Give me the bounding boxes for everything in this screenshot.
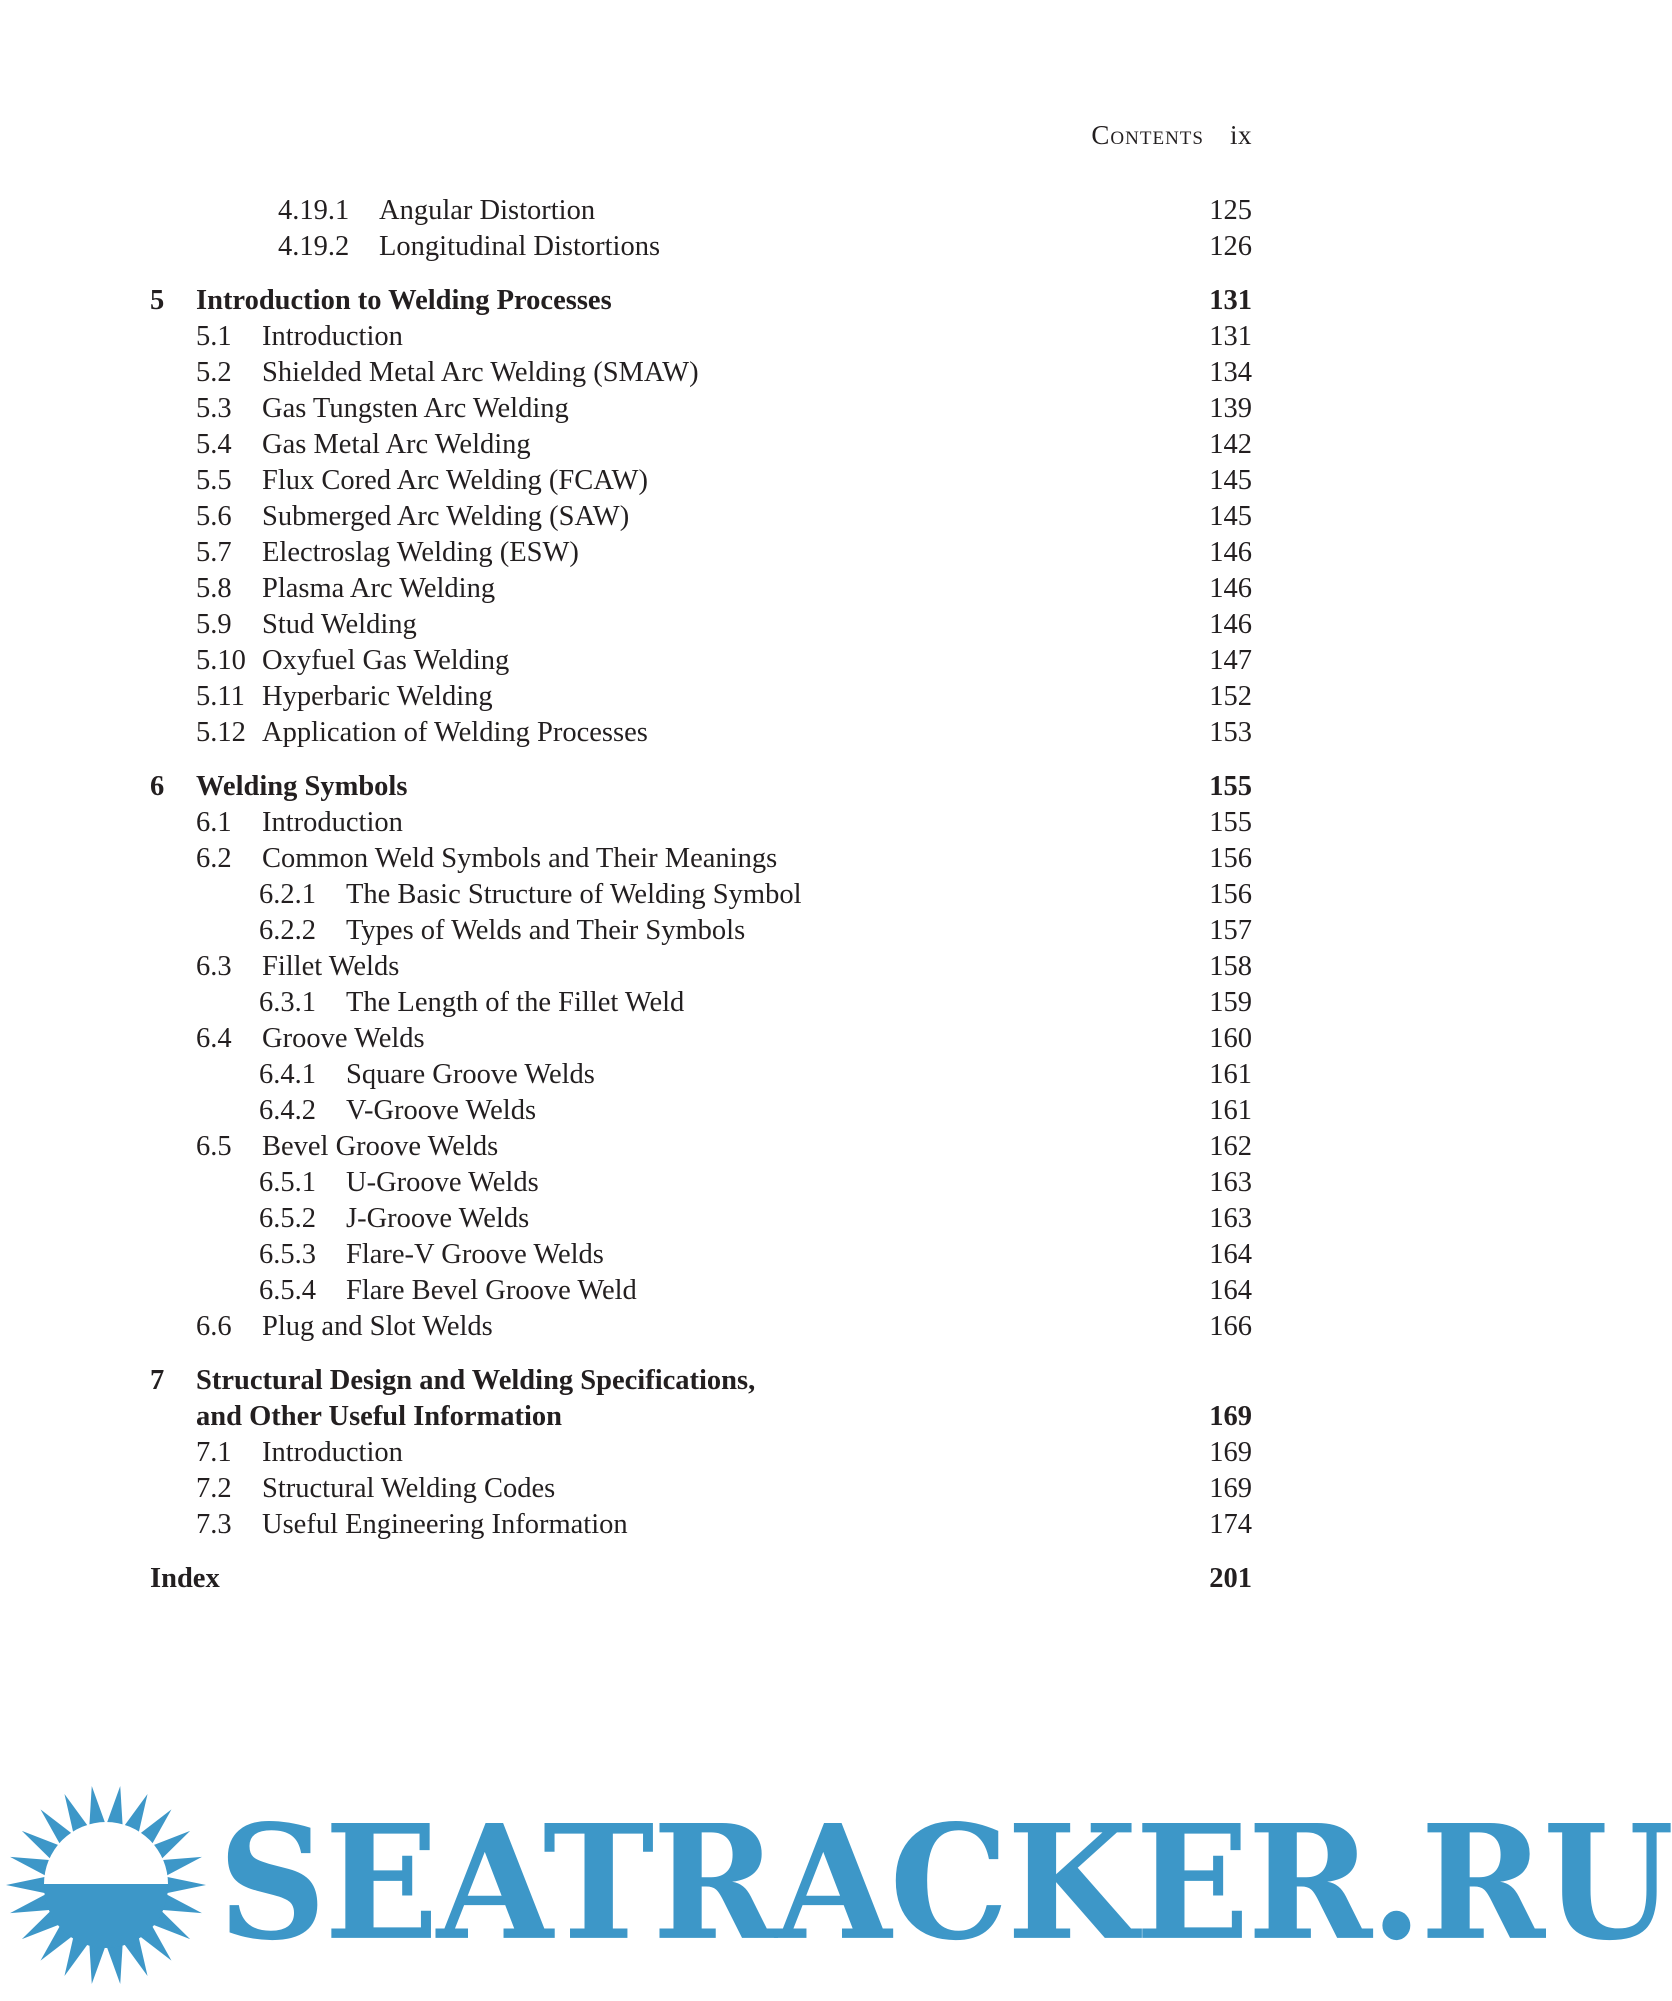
toc-entry-title: Introduction bbox=[262, 807, 403, 838]
toc-entry-title: Submerged Arc Welding (SAW) bbox=[262, 501, 630, 532]
toc-entry-page-number: 126 bbox=[1209, 231, 1252, 262]
toc-entry-title: Welding Symbols bbox=[196, 771, 408, 802]
toc-entry-title: Hyperbaric Welding bbox=[262, 681, 493, 712]
toc-entry-page-number: 164 bbox=[1209, 1239, 1252, 1270]
toc-entry-page-number: 160 bbox=[1209, 1023, 1252, 1054]
toc-entry[interactable] bbox=[150, 1273, 1252, 1309]
sun-ray bbox=[10, 1895, 49, 1913]
toc-entry-title: Electroslag Welding (ESW) bbox=[262, 537, 579, 568]
toc-entry-page-number: 146 bbox=[1209, 537, 1252, 568]
toc-entry-title: Flux Cored Arc Welding (FCAW) bbox=[262, 465, 648, 496]
toc-entry[interactable] bbox=[150, 607, 1252, 643]
toc-entry-page-number: 163 bbox=[1209, 1203, 1252, 1234]
toc-entry[interactable] bbox=[150, 193, 1252, 229]
toc-entry[interactable] bbox=[150, 571, 1252, 607]
toc-entry-page-number: 145 bbox=[1209, 465, 1252, 496]
toc-entry-number: 6.1 bbox=[196, 807, 232, 838]
toc-entry-title: Introduction bbox=[262, 1437, 403, 1468]
toc-entry-number: 6.3.1 bbox=[259, 987, 316, 1018]
toc-entry-number: 5.4 bbox=[196, 429, 232, 460]
toc-entry-title: Plasma Arc Welding bbox=[262, 573, 496, 604]
toc-entry-page-number: 161 bbox=[1209, 1059, 1252, 1090]
toc-entry-page-number: 156 bbox=[1209, 843, 1252, 874]
toc-entry-title: Stud Welding bbox=[262, 609, 417, 640]
toc-entry-page-number: 152 bbox=[1209, 681, 1252, 712]
toc-chapter-entry[interactable] bbox=[150, 1399, 1252, 1435]
toc-entry-page-number: 155 bbox=[1209, 771, 1252, 802]
toc-entry-page-number: 159 bbox=[1209, 987, 1252, 1018]
sun-ray bbox=[163, 1895, 202, 1913]
toc-entry-number: 5.1 bbox=[196, 321, 232, 352]
toc-entry-number: 6 bbox=[150, 771, 165, 802]
toc-entry-title: Introduction bbox=[262, 321, 403, 352]
toc-entry-number: 6.2.2 bbox=[259, 915, 316, 946]
toc-entry[interactable] bbox=[150, 229, 1252, 265]
toc-entry-number: 5.5 bbox=[196, 465, 232, 496]
toc-entry-page-number: 125 bbox=[1209, 195, 1252, 226]
toc-entry-title: Bevel Groove Welds bbox=[262, 1131, 499, 1162]
toc-entry-number: 6.5.4 bbox=[259, 1275, 316, 1306]
toc-entry-page-number: 166 bbox=[1209, 1311, 1252, 1342]
toc-entry-page-number: 169 bbox=[1209, 1401, 1252, 1432]
toc-entry-title: The Length of the Fillet Weld bbox=[346, 987, 685, 1018]
toc-entry-page-number: 145 bbox=[1209, 501, 1252, 532]
toc-entry-number: 5.6 bbox=[196, 501, 232, 532]
toc-entry-page-number: 169 bbox=[1209, 1473, 1252, 1504]
toc-entry-number: 6.4 bbox=[196, 1023, 232, 1054]
toc-entry[interactable] bbox=[150, 1471, 1252, 1507]
toc-entry-page-number: 139 bbox=[1209, 393, 1252, 424]
toc-entry-number: 5.7 bbox=[196, 537, 232, 568]
toc-entry-title: Gas Tungsten Arc Welding bbox=[262, 393, 569, 424]
toc-entry-number: 4.19.2 bbox=[278, 231, 350, 262]
toc-entry-page-number: 146 bbox=[1209, 609, 1252, 640]
toc-entry-number: 5.8 bbox=[196, 573, 232, 604]
toc-chapter-entry[interactable] bbox=[150, 769, 1252, 805]
toc-entry[interactable] bbox=[150, 355, 1252, 391]
toc-entry-number: 6.4.2 bbox=[259, 1095, 316, 1126]
toc-entry-number: 7.1 bbox=[196, 1437, 232, 1468]
toc-entry-number: 7.2 bbox=[196, 1473, 232, 1504]
toc-entry-number: 5.9 bbox=[196, 609, 232, 640]
toc-entry-page-number: 162 bbox=[1209, 1131, 1252, 1162]
toc-entry-page-number: 169 bbox=[1209, 1437, 1252, 1468]
toc-entry-page-number: 131 bbox=[1209, 285, 1252, 316]
sun-burst-icon bbox=[0, 1780, 220, 1980]
toc-entry-page-number: 157 bbox=[1209, 915, 1252, 946]
sun-ray bbox=[6, 1877, 45, 1893]
running-head-page-number: ix bbox=[1229, 120, 1252, 150]
toc-entry-title: Groove Welds bbox=[262, 1023, 425, 1054]
toc-entry-number: 5.10 bbox=[196, 645, 246, 676]
toc-entry-page-number: 155 bbox=[1209, 807, 1252, 838]
toc-chapter-entry[interactable] bbox=[150, 1363, 1252, 1399]
toc-entry[interactable] bbox=[150, 1507, 1252, 1543]
toc-entry-title: Structural Design and Welding Specifications, bbox=[196, 1365, 756, 1396]
toc-entry[interactable] bbox=[150, 715, 1252, 751]
toc-entry-number: 7.3 bbox=[196, 1509, 232, 1540]
toc-entry-page-number: 163 bbox=[1209, 1167, 1252, 1198]
toc-entry-page-number: 156 bbox=[1209, 879, 1252, 910]
toc-entry[interactable] bbox=[150, 1165, 1252, 1201]
toc-entry[interactable] bbox=[150, 913, 1252, 949]
toc-entry-title: Gas Metal Arc Welding bbox=[262, 429, 531, 460]
toc-entry[interactable] bbox=[150, 679, 1252, 715]
toc-entry-title: Introduction to Welding Processes bbox=[196, 285, 612, 316]
toc-entry-title: U-Groove Welds bbox=[346, 1167, 539, 1198]
toc-entry[interactable] bbox=[150, 1201, 1252, 1237]
toc-entry-number: 6.4.1 bbox=[259, 1059, 316, 1090]
watermark bbox=[0, 1780, 1672, 1980]
toc-entry-title: Longitudinal Distortions bbox=[379, 231, 661, 262]
toc-entry-page-number: 164 bbox=[1209, 1275, 1252, 1306]
toc-entry-title: Shielded Metal Arc Welding (SMAW) bbox=[262, 357, 699, 388]
toc-entry-title: V-Groove Welds bbox=[346, 1095, 537, 1126]
toc-entry-title: Flare Bevel Groove Weld bbox=[346, 1275, 637, 1306]
toc-entry-title: Plug and Slot Welds bbox=[262, 1311, 493, 1342]
toc-entry[interactable] bbox=[150, 949, 1252, 985]
toc-entry-number: 6.5.2 bbox=[259, 1203, 316, 1234]
sun-ray bbox=[163, 1857, 202, 1875]
toc-entry-page-number: 131 bbox=[1209, 321, 1252, 352]
toc-entry-title: Angular Distortion bbox=[379, 195, 596, 226]
toc-entry[interactable] bbox=[150, 535, 1252, 571]
sun-ray bbox=[107, 1786, 123, 1825]
sun-ray bbox=[167, 1877, 206, 1893]
toc-entry-number: 4.19.1 bbox=[278, 195, 350, 226]
toc-entry[interactable] bbox=[150, 1237, 1252, 1273]
toc-entry-number: 6.5.3 bbox=[259, 1239, 316, 1270]
toc-entry[interactable] bbox=[150, 1093, 1252, 1129]
toc-entry-number: 5.2 bbox=[196, 357, 232, 388]
toc-entry-number: 5.3 bbox=[196, 393, 232, 424]
toc-entry-number: 5 bbox=[150, 285, 165, 316]
toc-entry-number: 5.11 bbox=[196, 681, 245, 712]
toc-entry[interactable] bbox=[150, 985, 1252, 1021]
toc-entry-page-number: 147 bbox=[1209, 645, 1252, 676]
toc-entry[interactable] bbox=[150, 1129, 1252, 1165]
toc-entry-title: Index bbox=[150, 1563, 220, 1594]
toc-entry-page-number: 174 bbox=[1209, 1509, 1252, 1540]
sun-ray bbox=[10, 1857, 49, 1875]
toc-entry-number: 5.12 bbox=[196, 717, 246, 748]
toc-entry-page-number: 146 bbox=[1209, 573, 1252, 604]
sun-ray bbox=[107, 1945, 123, 1984]
watermark-text: SEATRACKER.RU bbox=[218, 1790, 1672, 1976]
sun-ray bbox=[89, 1786, 105, 1825]
toc-entry-title: The Basic Structure of Welding Symbol bbox=[346, 879, 802, 910]
toc-entry-title: Application of Welding Processes bbox=[262, 717, 648, 748]
table-of-contents bbox=[150, 193, 1252, 1597]
toc-entry[interactable] bbox=[150, 1021, 1252, 1057]
sun-ray bbox=[89, 1945, 105, 1984]
toc-entry-title: Structural Welding Codes bbox=[262, 1473, 556, 1504]
toc-entry-number: 6.3 bbox=[196, 951, 232, 982]
toc-entry-number: 6.5 bbox=[196, 1131, 232, 1162]
toc-entry-page-number: 161 bbox=[1209, 1095, 1252, 1126]
toc-entry-title: Oxyfuel Gas Welding bbox=[262, 645, 510, 676]
toc-entry[interactable] bbox=[150, 1057, 1252, 1093]
toc-entry-title: and Other Useful Information bbox=[196, 1401, 563, 1432]
toc-entry-title: J-Groove Welds bbox=[346, 1203, 530, 1234]
toc-entry-page-number: 158 bbox=[1209, 951, 1252, 982]
toc-entry-number: 6.6 bbox=[196, 1311, 232, 1342]
toc-entry[interactable] bbox=[150, 1309, 1252, 1345]
toc-entry[interactable] bbox=[150, 877, 1252, 913]
toc-entry-title: Types of Welds and Their Symbols bbox=[346, 915, 746, 946]
toc-entry[interactable] bbox=[150, 643, 1252, 679]
toc-entry-title: Useful Engineering Information bbox=[262, 1509, 628, 1540]
running-head-title: Contents bbox=[1091, 120, 1204, 150]
toc-entry[interactable] bbox=[150, 499, 1252, 535]
toc-entry-number: 6.2 bbox=[196, 843, 232, 874]
toc-entry[interactable] bbox=[150, 841, 1252, 877]
toc-entry-page-number: 142 bbox=[1209, 429, 1252, 460]
toc-entry[interactable] bbox=[150, 427, 1252, 463]
running-head bbox=[1091, 120, 1252, 151]
toc-entry[interactable] bbox=[150, 463, 1252, 499]
toc-entry-title: Fillet Welds bbox=[262, 951, 400, 982]
toc-entry-title: Square Groove Welds bbox=[346, 1059, 595, 1090]
toc-entry-title: Common Weld Symbols and Their Meanings bbox=[262, 843, 778, 874]
toc-entry-number: 6.5.1 bbox=[259, 1167, 316, 1198]
toc-entry[interactable] bbox=[150, 805, 1252, 841]
toc-entry[interactable] bbox=[150, 319, 1252, 355]
toc-chapter-entry[interactable] bbox=[150, 1561, 1252, 1597]
toc-entry-page-number: 153 bbox=[1209, 717, 1252, 748]
toc-entry-number: 7 bbox=[150, 1365, 165, 1396]
toc-chapter-entry[interactable] bbox=[150, 283, 1252, 319]
toc-entry-page-number: 201 bbox=[1209, 1563, 1252, 1594]
toc-entry-number: 6.2.1 bbox=[259, 879, 316, 910]
toc-entry[interactable] bbox=[150, 1435, 1252, 1471]
toc-entry-title: Flare-V Groove Welds bbox=[346, 1239, 604, 1270]
toc-entry[interactable] bbox=[150, 391, 1252, 427]
toc-entry-page-number: 134 bbox=[1209, 357, 1252, 388]
